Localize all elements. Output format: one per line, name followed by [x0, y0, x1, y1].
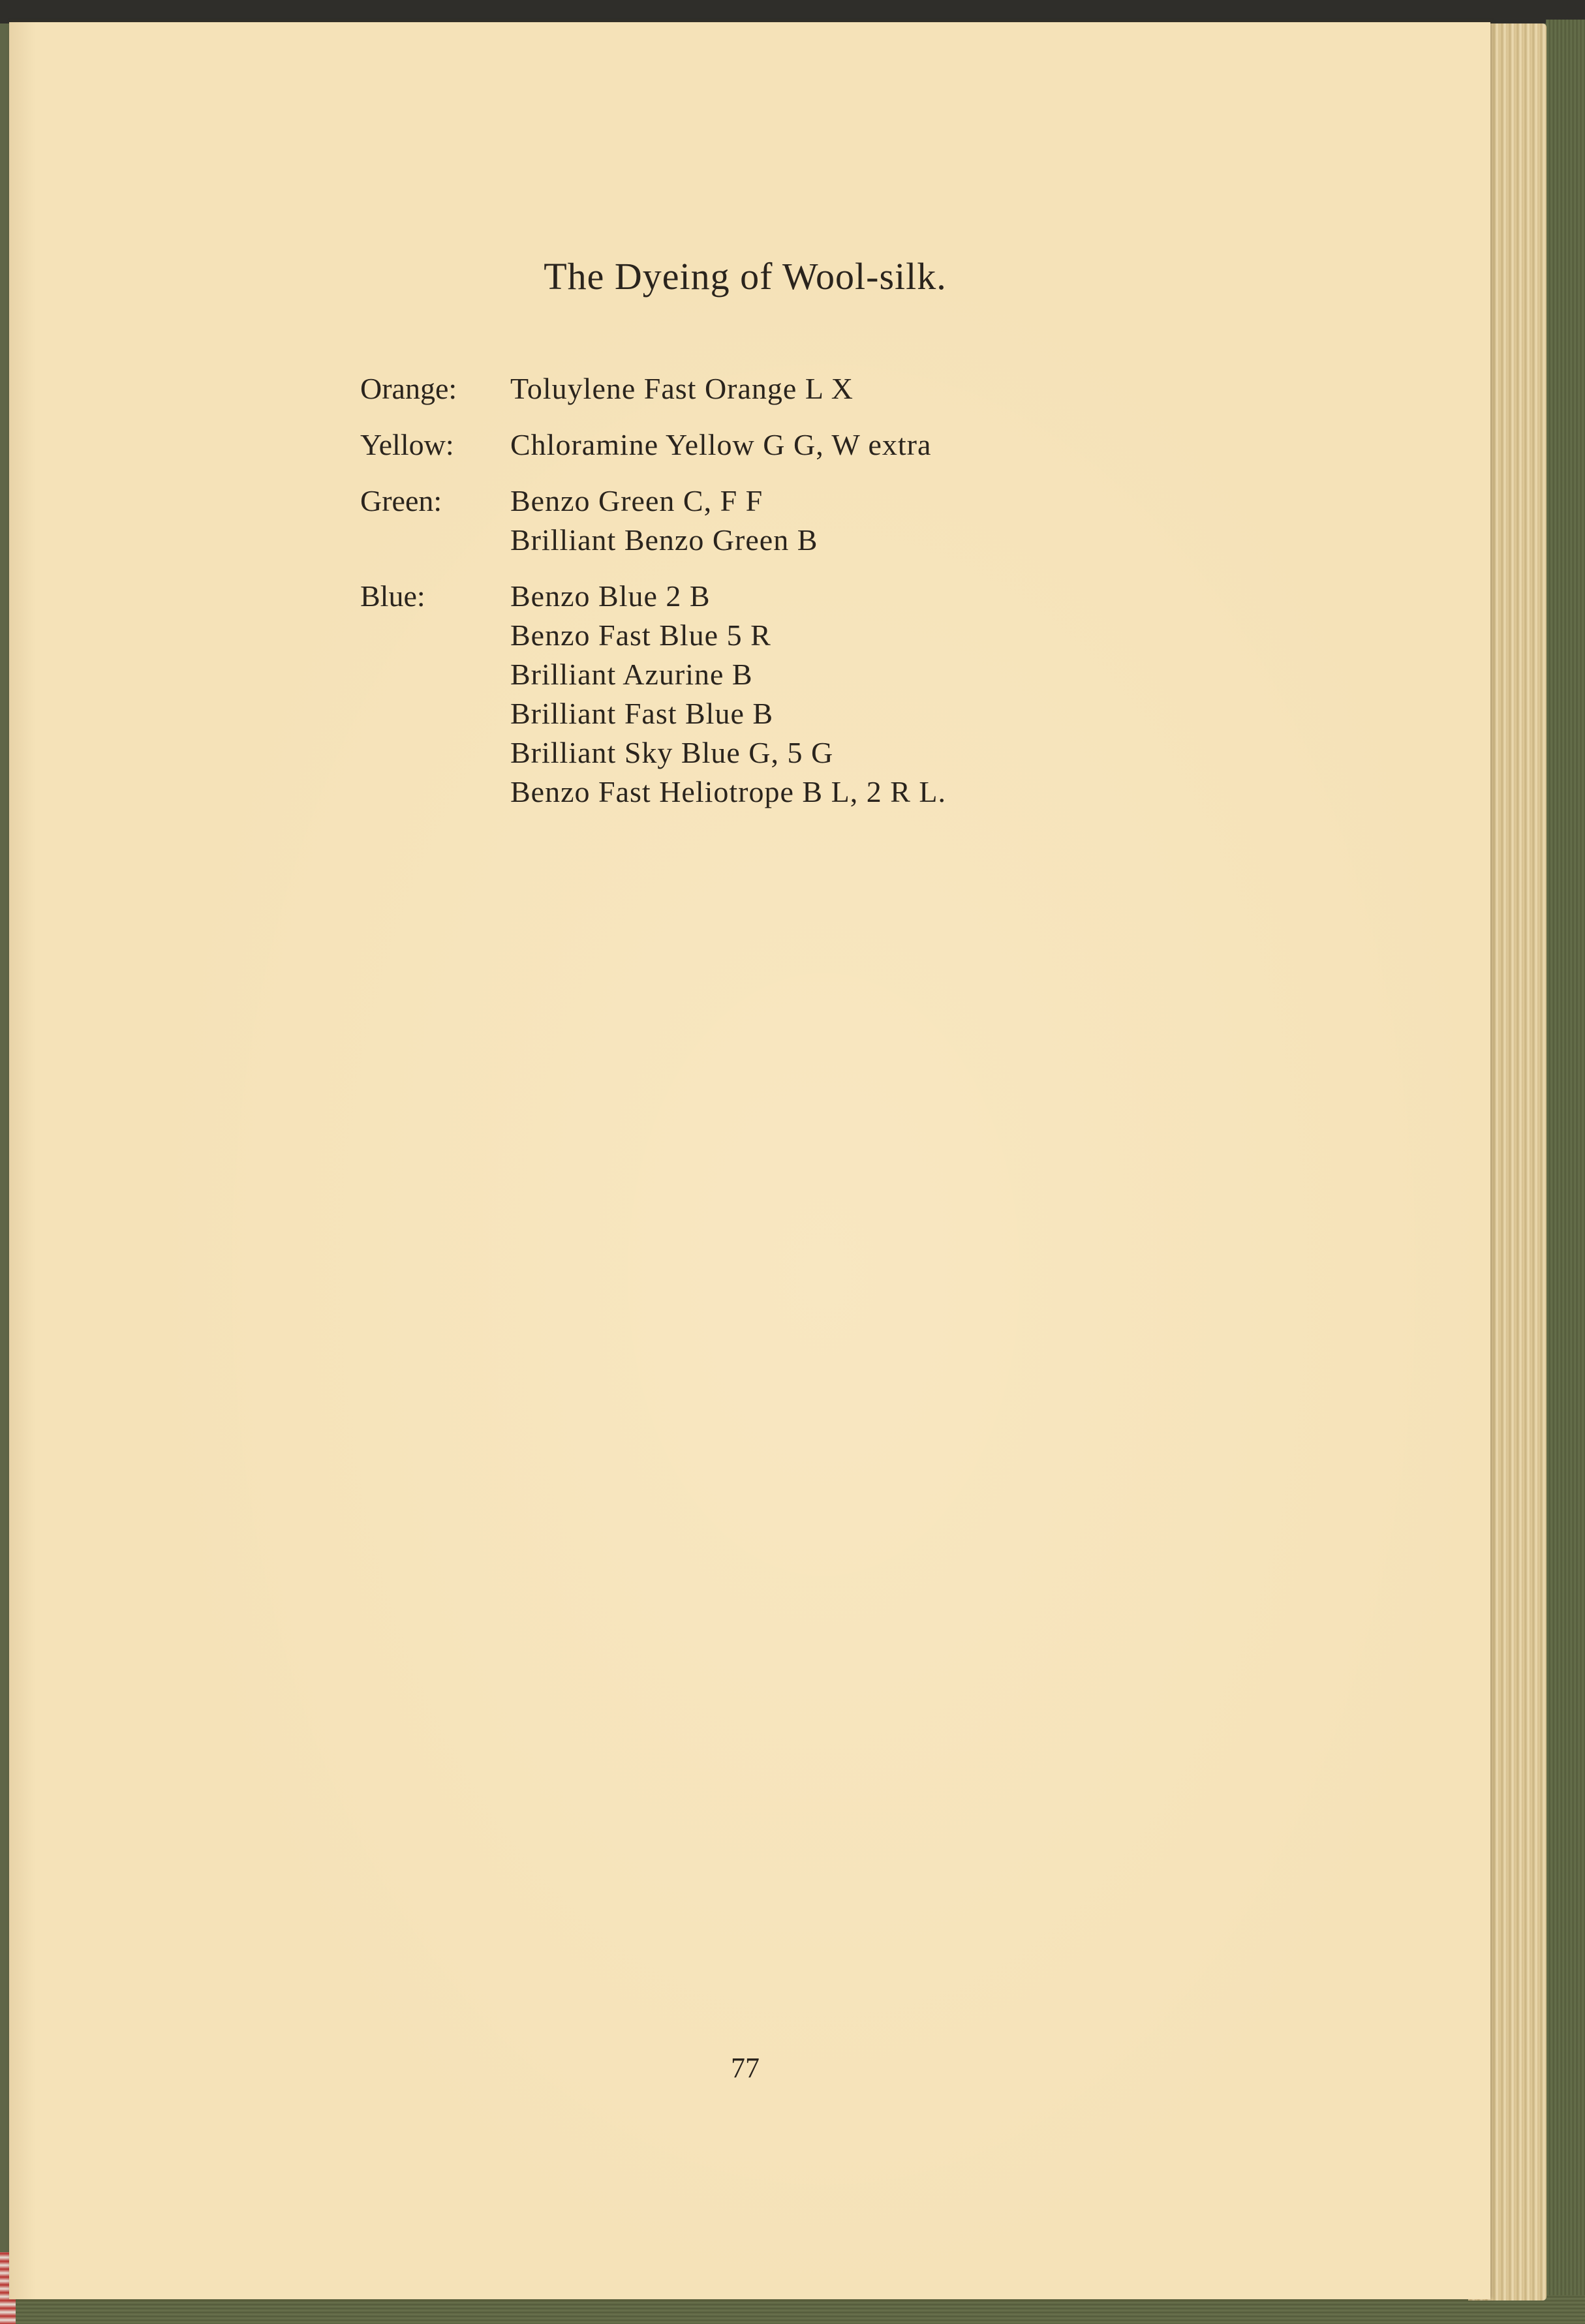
dye-names — [510, 577, 946, 812]
cover-right-edge — [1546, 20, 1585, 2324]
dye-list — [360, 369, 946, 829]
color-label: Blue: — [360, 579, 425, 613]
dye-entry-green — [360, 482, 946, 560]
dye-name: Brilliant Sky Blue G, 5 G — [510, 736, 834, 769]
page-title: The Dyeing of Wool-silk. — [544, 255, 947, 298]
page-number: 77 — [731, 2052, 760, 2084]
dye-name: Brilliant Benzo Green B — [510, 523, 818, 557]
dye-name: Chloramine Yellow G G, W extra — [510, 428, 932, 461]
dye-entry-orange — [360, 369, 946, 408]
color-label: Yellow: — [360, 428, 454, 461]
dye-name: Brilliant Fast Blue B — [510, 697, 774, 730]
book-page — [9, 22, 1490, 2299]
dye-name: Benzo Green C, F F — [510, 484, 763, 517]
dye-entry-blue — [360, 577, 946, 812]
dye-names — [510, 369, 854, 408]
dye-entry-yellow — [360, 425, 946, 465]
dye-name: Toluylene Fast Orange L X — [510, 372, 854, 405]
dye-name: Benzo Fast Blue 5 R — [510, 619, 771, 652]
cover-top-edge — [0, 0, 1585, 23]
dye-name: Benzo Fast Heliotrope B L, 2 R L. — [510, 775, 946, 808]
dye-names — [510, 482, 818, 560]
dye-names — [510, 425, 931, 465]
color-label: Orange: — [360, 372, 457, 405]
dye-name: Brilliant Azurine B — [510, 658, 753, 691]
cover-bottom-edge — [0, 2295, 1585, 2324]
dye-name: Benzo Blue 2 B — [510, 579, 711, 613]
color-label: Green: — [360, 484, 442, 517]
